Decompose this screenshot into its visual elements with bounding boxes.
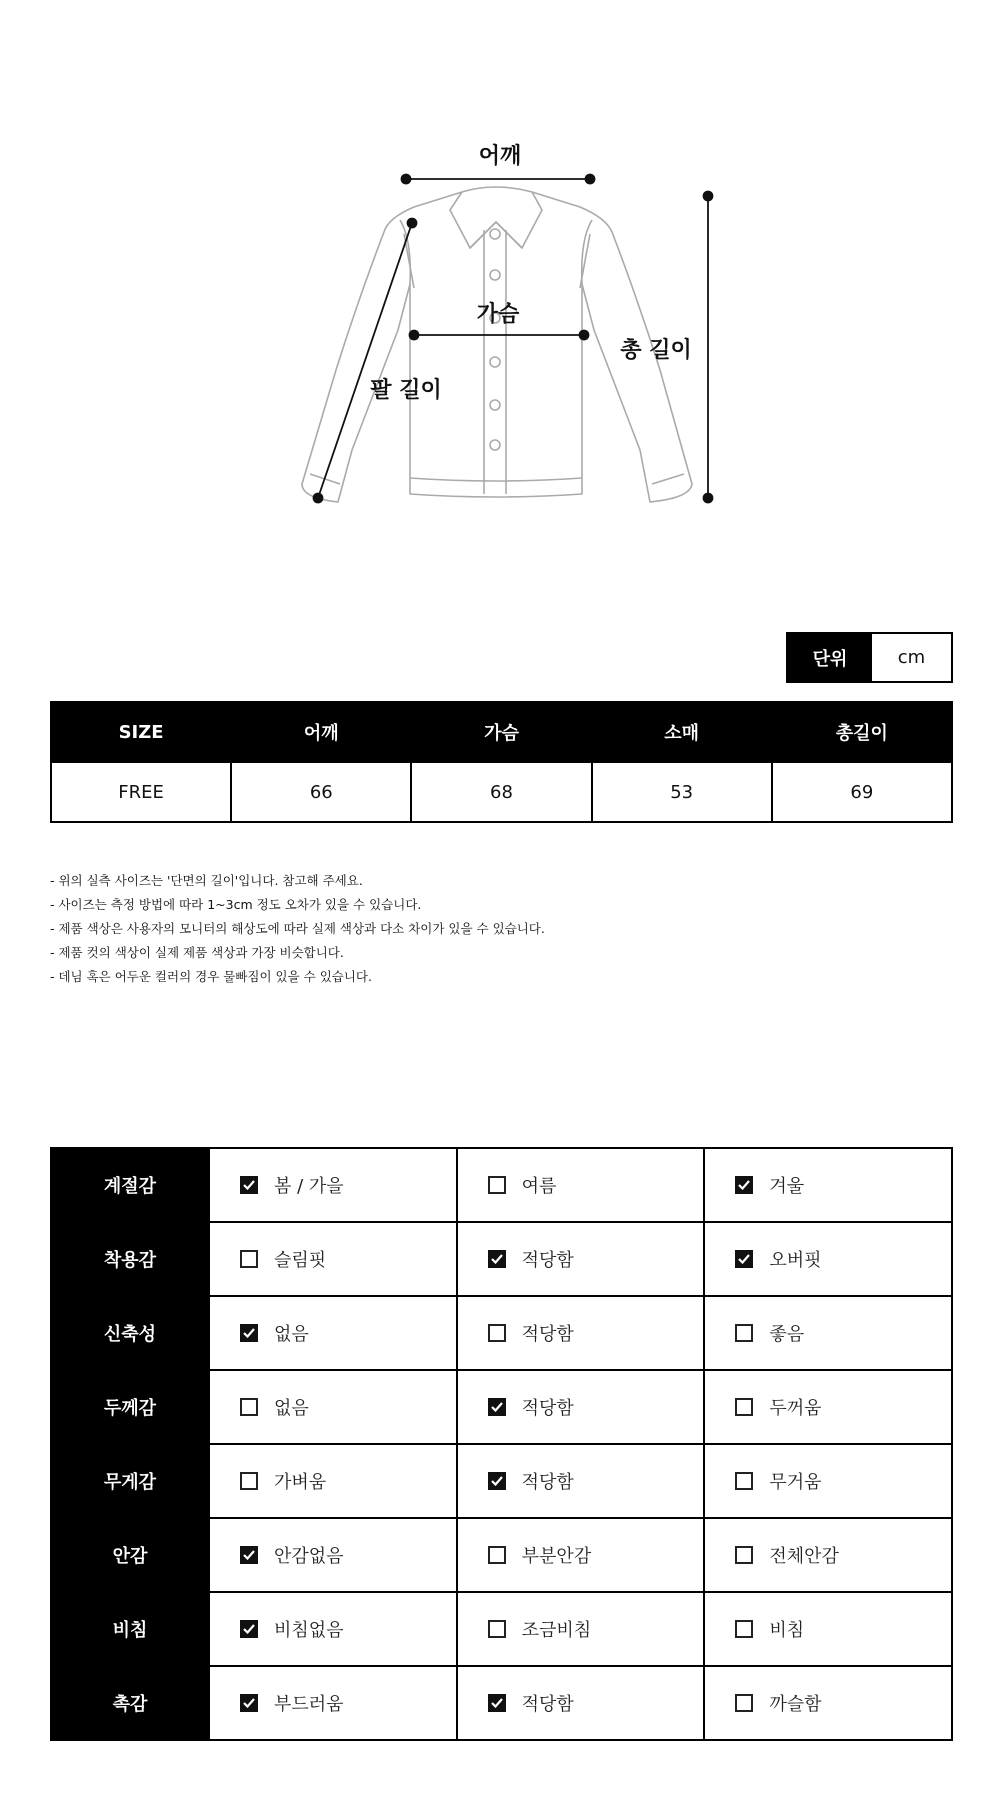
attribute-option: [704, 1296, 952, 1370]
option-label: 무거움: [769, 1472, 822, 1493]
attribute-row: [51, 1592, 952, 1666]
option-item: [735, 1468, 951, 1494]
attribute-row: [51, 1444, 952, 1518]
cell-size: FREE: [51, 762, 231, 822]
checkbox-checked-icon: [488, 1694, 506, 1712]
option-label: 까슬함: [769, 1694, 822, 1715]
option-label: 오버핏: [769, 1250, 822, 1271]
checkbox-empty-icon: [735, 1472, 753, 1490]
option-item: [735, 1542, 951, 1568]
option-label: 부드러움: [274, 1694, 344, 1715]
checkbox-empty-icon: [240, 1472, 258, 1490]
checkbox-empty-icon: [488, 1324, 506, 1342]
attribute-row: [51, 1148, 952, 1222]
option-item: [735, 1320, 951, 1346]
sleeve-label: 팔 길이: [370, 378, 442, 403]
option-item: [240, 1690, 456, 1716]
note-line: - 제품 색상은 사용자의 모니터의 해상도에 따라 실제 색상과 다소 차이가 있을 수 있습니다.: [50, 921, 545, 936]
option-label: 두꺼움: [769, 1398, 822, 1419]
checkbox-checked-icon: [488, 1398, 506, 1416]
attribute-option: [704, 1518, 952, 1592]
option-label: 비침없음: [274, 1620, 344, 1641]
checkbox-checked-icon: [240, 1324, 258, 1342]
header-size: SIZE: [51, 702, 231, 762]
option-label: 겨울: [769, 1176, 805, 1197]
option-item: [240, 1542, 456, 1568]
attribute-option: [209, 1222, 457, 1296]
option-label: 적당함: [521, 1250, 574, 1271]
header-shoulder: 어깨: [231, 702, 411, 762]
attribute-option: [704, 1148, 952, 1222]
attribute-option: [209, 1444, 457, 1518]
attribute-option: [209, 1592, 457, 1666]
option-label: 없음: [274, 1398, 309, 1419]
cell-total-length: 69: [772, 762, 952, 822]
option-item: [488, 1246, 704, 1272]
checkbox-empty-icon: [488, 1620, 506, 1638]
checkbox-empty-icon: [240, 1250, 258, 1268]
option-item: [735, 1172, 951, 1198]
checkbox-empty-icon: [735, 1398, 753, 1416]
attribute-option: [209, 1370, 457, 1444]
attribute-option: [457, 1592, 705, 1666]
note-line: - 데님 혹은 어두운 컬러의 경우 물빠짐이 있을 수 있습니다.: [50, 969, 372, 984]
shoulder-label: 어깨: [478, 144, 522, 169]
option-item: [488, 1468, 704, 1494]
attribute-row: [51, 1222, 952, 1296]
option-item: [488, 1542, 704, 1568]
option-item: [488, 1616, 704, 1642]
checkbox-checked-icon: [240, 1620, 258, 1638]
option-label: 슬림핏: [274, 1250, 327, 1271]
attribute-name: 비침: [51, 1592, 209, 1666]
option-item: [240, 1246, 456, 1272]
option-label: 여름: [521, 1176, 557, 1197]
checkbox-checked-icon: [240, 1546, 258, 1564]
option-label: 적당함: [521, 1324, 574, 1345]
attribute-name: 촉감: [51, 1666, 209, 1740]
total-length-label: 총 길이: [620, 338, 692, 363]
attribute-option: [457, 1666, 705, 1740]
option-item: [488, 1172, 704, 1198]
checkbox-empty-icon: [735, 1546, 753, 1564]
size-table: [50, 701, 953, 823]
size-table-header: [51, 702, 952, 762]
checkbox-checked-icon: [735, 1176, 753, 1194]
option-label: 적당함: [521, 1694, 574, 1715]
cell-chest: 68: [411, 762, 591, 822]
unit-value: cm: [897, 647, 926, 668]
option-item: [735, 1690, 951, 1716]
option-label: 조금비침: [521, 1620, 592, 1641]
option-item: [240, 1394, 456, 1420]
size-notes: [50, 869, 545, 989]
option-item: [240, 1172, 456, 1198]
option-label: 비침: [769, 1620, 805, 1641]
note-line: - 위의 실측 사이즈는 '단면의 길이'입니다. 참고해 주세요.: [50, 873, 363, 888]
header-total-length: 총길이: [772, 702, 952, 762]
attribute-name: 두께감: [51, 1370, 209, 1444]
option-label: 없음: [274, 1324, 309, 1345]
attribute-name: 계절감: [51, 1148, 209, 1222]
checkbox-checked-icon: [735, 1250, 753, 1268]
checkbox-checked-icon: [488, 1472, 506, 1490]
checkbox-checked-icon: [240, 1694, 258, 1712]
checkbox-empty-icon: [735, 1324, 753, 1342]
attribute-row: [51, 1296, 952, 1370]
attribute-option: [704, 1370, 952, 1444]
option-label: 가벼움: [274, 1472, 327, 1493]
attribute-row: [51, 1666, 952, 1740]
table-row: [51, 762, 952, 822]
unit-label: 단위: [788, 634, 872, 681]
option-item: [735, 1246, 951, 1272]
checkbox-checked-icon: [240, 1176, 258, 1194]
attribute-option: [704, 1592, 952, 1666]
unit-box: [786, 632, 953, 683]
option-item: [735, 1616, 951, 1642]
attribute-name: 무게감: [51, 1444, 209, 1518]
option-item: [488, 1320, 704, 1346]
header-sleeve: 소매: [592, 702, 772, 762]
checkbox-empty-icon: [735, 1620, 753, 1638]
checkbox-empty-icon: [488, 1176, 506, 1194]
cell-sleeve: 53: [592, 762, 772, 822]
attribute-option: [704, 1222, 952, 1296]
attribute-name: 신축성: [51, 1296, 209, 1370]
option-label: 전체안감: [769, 1546, 839, 1567]
attribute-option: [457, 1296, 705, 1370]
checkbox-empty-icon: [488, 1546, 506, 1564]
attribute-name: 착용감: [51, 1222, 209, 1296]
attribute-option: [209, 1666, 457, 1740]
chest-label: 가슴: [476, 302, 520, 327]
attribute-row: [51, 1370, 952, 1444]
attribute-option: [704, 1666, 952, 1740]
attribute-option: [457, 1370, 705, 1444]
option-item: [735, 1394, 951, 1420]
option-item: [240, 1320, 456, 1346]
attribute-option: [209, 1518, 457, 1592]
attribute-name: 안감: [51, 1518, 209, 1592]
option-label: 부분안감: [521, 1546, 592, 1567]
checkbox-checked-icon: [488, 1250, 506, 1268]
sleeve-line: [318, 223, 412, 498]
option-item: [240, 1468, 456, 1494]
attribute-option: [457, 1222, 705, 1296]
cell-shoulder: 66: [231, 762, 411, 822]
note-line: - 사이즈는 측정 방법에 따라 1~3cm 정도 오차가 있을 수 있습니다.: [50, 897, 422, 912]
option-item: [240, 1616, 456, 1642]
checkbox-empty-icon: [240, 1398, 258, 1416]
attribute-option: [457, 1444, 705, 1518]
option-label: 적당함: [521, 1472, 574, 1493]
attribute-option: [704, 1444, 952, 1518]
attribute-option: [457, 1518, 705, 1592]
option-label: 봄 / 가을: [274, 1176, 344, 1197]
option-item: [488, 1394, 704, 1420]
attribute-table: [50, 1147, 953, 1741]
attribute-row: [51, 1518, 952, 1592]
option-label: 안감없음: [274, 1546, 344, 1567]
note-line: - 제품 컷의 색상이 실제 제품 색상과 가장 비슷합니다.: [50, 945, 344, 960]
option-label: 적당함: [521, 1398, 574, 1419]
option-label: 좋음: [769, 1324, 805, 1345]
checkbox-empty-icon: [735, 1694, 753, 1712]
measurement-diagram: [0, 0, 1000, 560]
attribute-option: [209, 1296, 457, 1370]
header-chest: 가슴: [411, 702, 591, 762]
option-item: [488, 1690, 704, 1716]
attribute-option: [457, 1148, 705, 1222]
attribute-option: [209, 1148, 457, 1222]
